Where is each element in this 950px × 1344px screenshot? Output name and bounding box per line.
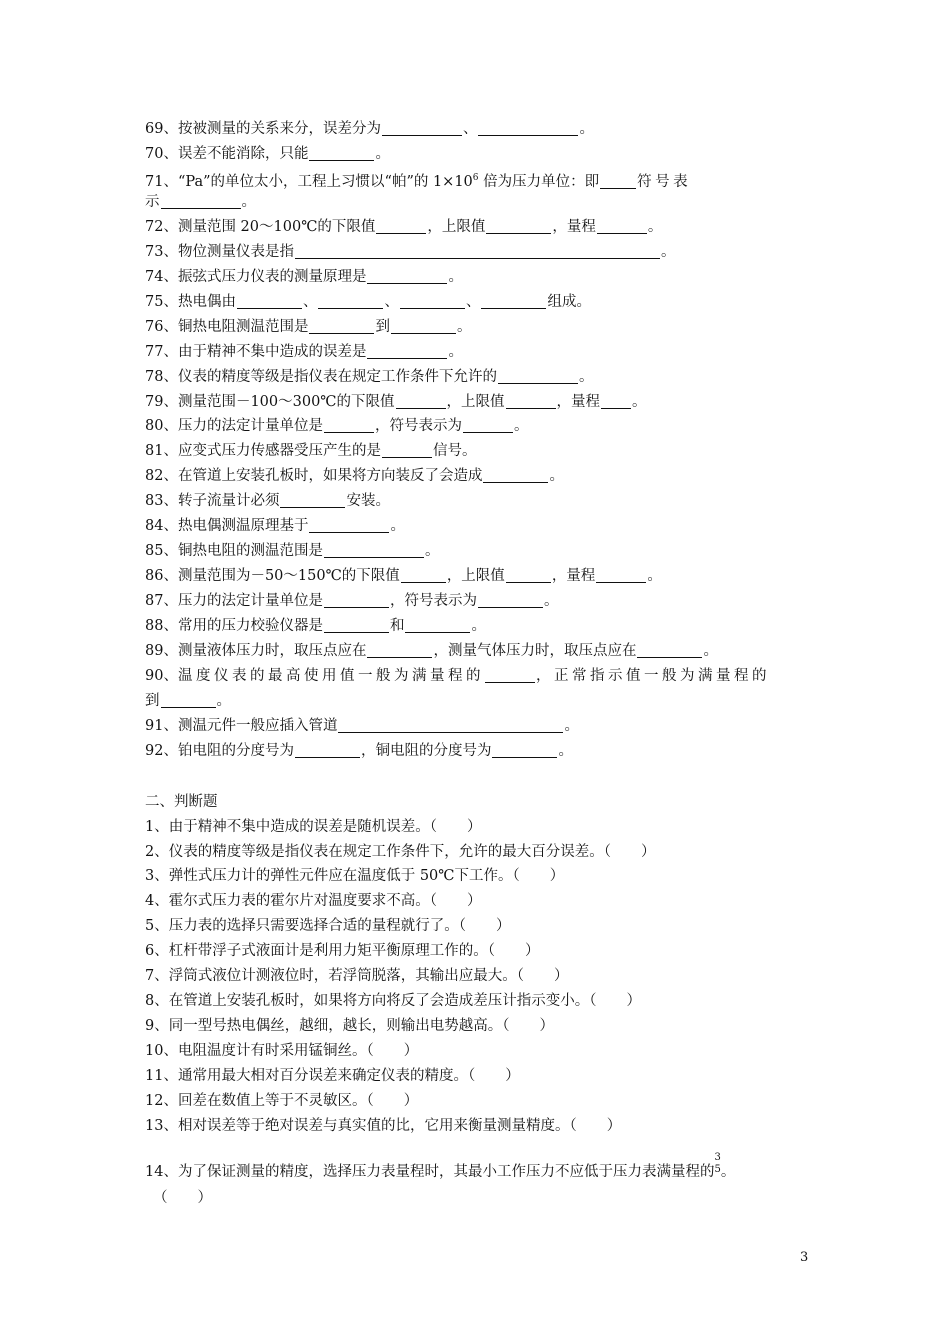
judge-item-9: 9、同一型号热电偶丝，越细，越长，则输出电势越高。（ ）: [145, 1018, 554, 1034]
question-73: 73、物位测量仪表是指 。: [145, 244, 676, 260]
blank[interactable]: [485, 666, 535, 683]
blank[interactable]: [382, 119, 462, 136]
blank[interactable]: [481, 292, 546, 309]
question-83: 83、转子流量计必须 安装。: [145, 493, 390, 509]
question-74: 74、振弦式压力仪表的测量原理是 。: [145, 269, 463, 285]
section-title: 二、判断题: [145, 794, 218, 810]
blank[interactable]: [367, 267, 447, 284]
question-82: 82、在管道上安装孔板时，如果将方向装反了会造成 。: [145, 468, 564, 484]
question-70: 70、误差不能消除，只能 。: [145, 146, 390, 162]
question-75: 75、热电偶由 、 、 、 组成。: [145, 294, 591, 310]
judge-item-14: 14、为了保证测量的精度，选择压力表量程时，其最小工作压力不应低于压力表满量程的 3 5 。: [145, 1152, 736, 1180]
question-91: 91、测温元件一般应插入管道 。: [145, 718, 579, 734]
blank[interactable]: [401, 566, 446, 583]
blank[interactable]: [324, 541, 424, 558]
judge-item-13: 13、相对误差等于绝对误差与真实值的比，它用来衡量测量精度。（ ）: [145, 1118, 622, 1134]
blank[interactable]: [478, 591, 543, 608]
blank[interactable]: [396, 392, 446, 409]
blank[interactable]: [405, 616, 470, 633]
judge-item-1: 1、由于精神不集中造成的误差是随机误差。（ ）: [145, 819, 482, 835]
judge-item-4: 4、霍尔式压力表的霍尔片对温度要求不高。（ ）: [145, 893, 482, 909]
blank[interactable]: [400, 292, 465, 309]
blank[interactable]: [637, 641, 702, 658]
blank[interactable]: [237, 292, 302, 309]
judge-item-7: 7、浮筒式液位计测液位时，若浮筒脱落，其输出应最大。（ ）: [145, 968, 569, 984]
blank[interactable]: [596, 566, 646, 583]
blank[interactable]: [601, 392, 631, 409]
question-92: 92、铂电阻的分度号为 ，铜电阻的分度号为 。: [145, 743, 573, 759]
blank[interactable]: [486, 217, 551, 234]
question-72: 72、测量范围 20～100℃的下限值 ，上限值 ，量程 。: [145, 219, 663, 235]
blank[interactable]: [600, 172, 636, 189]
question-88: 88、常用的压力校验仪器是 和 。: [145, 618, 486, 634]
judge-item-10: 10、电阻温度计有时采用锰铜丝。（ ）: [145, 1043, 419, 1059]
blank[interactable]: [506, 566, 551, 583]
blank[interactable]: [324, 616, 389, 633]
blank[interactable]: [506, 392, 556, 409]
blank[interactable]: [478, 119, 578, 136]
blank[interactable]: [161, 691, 216, 708]
blank[interactable]: [295, 242, 660, 259]
judge-item-14-paren: （ ）: [153, 1190, 212, 1206]
judge-item-3: 3、弹性式压力计的弹性元件应在温度低于 50℃下工作。（ ）: [145, 868, 565, 884]
blank[interactable]: [295, 741, 360, 758]
question-87: 87、压力的法定计量单位是 ，符号表示为 。: [145, 593, 559, 609]
blank[interactable]: [309, 317, 374, 334]
question-77: 77、由于精神不集中造成的误差是 。: [145, 344, 463, 360]
judge-item-11: 11、通常用最大相对百分误差来确定仪表的精度。（ ）: [145, 1068, 520, 1084]
page-number: 3: [800, 1250, 809, 1265]
blank[interactable]: [463, 416, 513, 433]
blank[interactable]: [382, 441, 432, 458]
question-71-cont: 示 。: [145, 194, 256, 210]
blank[interactable]: [597, 217, 647, 234]
question-79: 79、测量范围－100～300℃的下限值 ，上限值 ，量程 。: [145, 394, 647, 410]
question-78: 78、仪表的精度等级是指仪表在规定工作条件下允许的 。: [145, 369, 594, 385]
question-90-cont: 到 。: [145, 693, 231, 709]
blank[interactable]: [318, 292, 383, 309]
question-90: 90、温度仪表的最高使用值一般为满量程的 ，正常指示值一般为满量程的: [145, 668, 770, 684]
blank[interactable]: [324, 416, 374, 433]
question-81: 81、应变式压力传感器受压产生的是 信号。: [145, 443, 477, 459]
question-69: 69、按被测量的关系来分，误差分为 、 。: [145, 121, 594, 137]
judge-item-6: 6、杠杆带浮子式液面计是利用力矩平衡原理工作的。（ ）: [145, 943, 540, 959]
judge-item-5: 5、压力表的选择只需要选择合适的量程就行了。（ ）: [145, 918, 511, 934]
question-76: 76、铜热电阻测温范围是 到 。: [145, 319, 472, 335]
blank[interactable]: [309, 144, 374, 161]
blank[interactable]: [492, 741, 557, 758]
blank[interactable]: [367, 342, 447, 359]
blank[interactable]: [324, 591, 389, 608]
blank[interactable]: [367, 641, 432, 658]
judge-item-2: 2、仪表的精度等级是指仪表在规定工作条件下，允许的最大百分误差。（ ）: [145, 844, 656, 860]
question-85: 85、铜热电阻的测温范围是 。: [145, 543, 440, 559]
question-89: 89、测量液体压力时，取压点应在 ，测量气体压力时，取压点应在 。: [145, 643, 718, 659]
judge-item-8: 8、在管道上安装孔板时，如果将方向将反了会造成差压计指示变小。（ ）: [145, 993, 641, 1009]
question-84: 84、热电偶测温原理基于 。: [145, 518, 405, 534]
judge-item-12: 12、回差在数值上等于不灵敏区。（ ）: [145, 1093, 419, 1109]
blank[interactable]: [309, 516, 389, 533]
fraction: 3 5: [714, 1152, 721, 1175]
blank[interactable]: [376, 217, 426, 234]
blank[interactable]: [483, 466, 548, 483]
blank[interactable]: [161, 192, 241, 209]
blank[interactable]: [498, 367, 578, 384]
blank[interactable]: [391, 317, 456, 334]
question-86: 86、测量范围为－50～150℃的下限值 ，上限值 ，量程 。: [145, 568, 662, 584]
blank[interactable]: [338, 716, 563, 733]
question-71: 71、“Pa”的单位太小，工程上习惯以“帕”的 $1\times 10^6$ 倍为压力单位：即 符号表: [145, 173, 692, 190]
blank[interactable]: [280, 491, 345, 508]
question-80: 80、压力的法定计量单位是 ，符号表示为 。: [145, 418, 529, 434]
